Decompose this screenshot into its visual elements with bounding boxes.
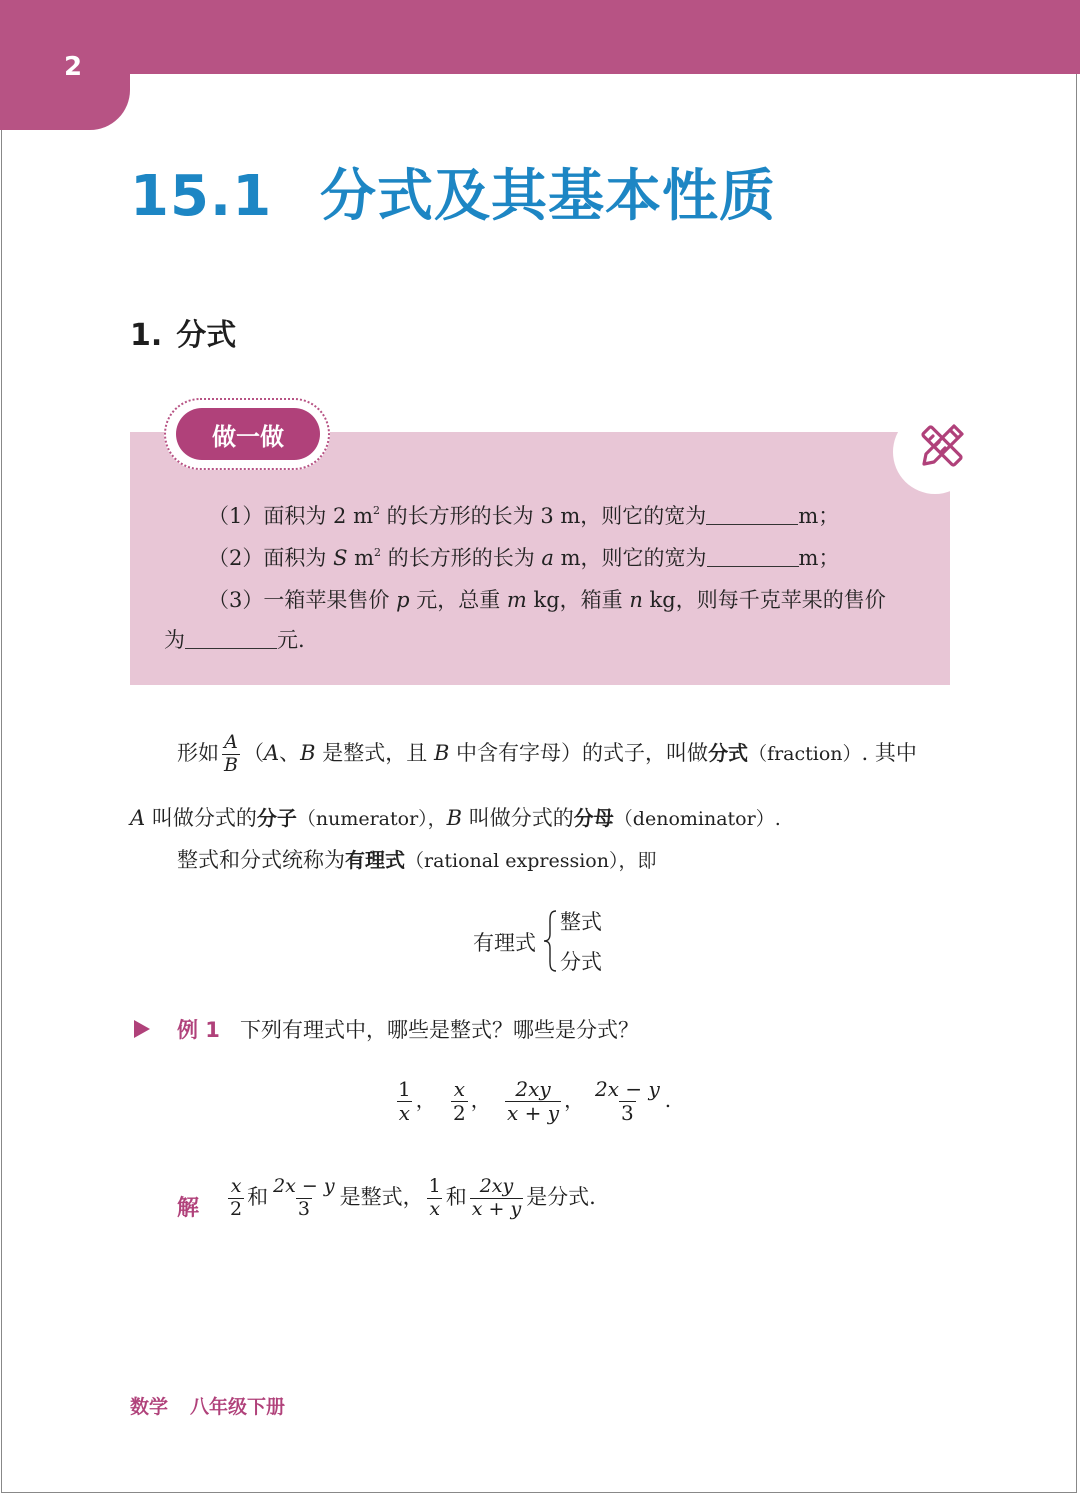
def3-text-a: 整式和分式统称为: [177, 848, 345, 872]
en-numerator: （numerator），: [296, 808, 447, 830]
q2-answer-blank[interactable]: [707, 565, 799, 567]
term-fraction: 分式: [708, 740, 749, 765]
subsection-title: [130, 310, 236, 354]
q2-var-a: a: [541, 546, 554, 570]
section-number: 15.1: [130, 164, 273, 229]
q3-line2-a: 为: [164, 628, 185, 652]
expr-2-fraction: [451, 1078, 468, 1125]
activity-question-1: [208, 500, 839, 530]
sol-is-fraction: 是分式.: [526, 1184, 596, 1209]
example-expression-3: [502, 1078, 584, 1125]
q3-answer-blank[interactable]: [185, 647, 277, 649]
sol-f1-den: 2: [230, 1197, 243, 1220]
subsection-title-text: 分式: [176, 318, 237, 353]
q3-text-a: 一箱苹果售价: [263, 588, 397, 612]
q2-label: （2）: [208, 546, 264, 570]
def-text-d: 中含有字母）的式子，叫做: [449, 740, 709, 765]
sol-f2-den: 3: [297, 1197, 310, 1220]
q3-var-p: p: [396, 588, 410, 612]
q3-text-b: 元，总重: [409, 588, 507, 612]
expr-1-den: x: [398, 1101, 410, 1125]
classification-root: 有理式: [473, 931, 536, 955]
expr-3-punct: ，: [564, 1088, 585, 1112]
definition-line-1: [177, 732, 917, 777]
expr-3-num: 2xy: [515, 1077, 551, 1101]
expr-3-fraction: [505, 1078, 561, 1125]
sol-frac-1: [228, 1176, 244, 1221]
def-var-a: A: [263, 740, 280, 765]
section-title: [130, 152, 776, 232]
def-text-c: 是整式，且: [315, 740, 434, 765]
sol-and-1: 和: [247, 1184, 269, 1209]
activity-tag: 做一做: [176, 408, 320, 460]
activity-question-2: [208, 542, 839, 572]
q2-text-c: 的长方形的长为: [381, 546, 542, 570]
expr-4-den: 3: [621, 1101, 634, 1125]
q1-text-b: 的长方形的长为 3 m，则它的宽为: [380, 504, 707, 528]
sol-f3-num: 1: [428, 1175, 441, 1197]
def-var-b: B: [300, 740, 316, 765]
q2-text-a: 面积为: [263, 546, 334, 570]
solution-line: [225, 1176, 596, 1221]
q2-text-b: m: [347, 546, 375, 570]
term-rational: 有理式: [345, 848, 405, 872]
q1-sup: 2: [373, 504, 380, 517]
expr-4-punct: .: [664, 1088, 672, 1112]
term-denominator: 分母: [573, 806, 614, 830]
pencil-ruler-icon: [914, 418, 970, 474]
example-expression-2: [448, 1078, 491, 1125]
def-sep: 、: [279, 740, 301, 765]
fraction-numerator: A: [224, 731, 238, 753]
expr-1-punct: ，: [415, 1088, 436, 1112]
example-expression-4: [590, 1078, 671, 1125]
classification-branch-integral: 整式: [560, 910, 602, 934]
sol-frac-2: [271, 1176, 337, 1221]
footer: [130, 1392, 285, 1419]
sol-frac-4: [470, 1176, 523, 1221]
example-question: 下列有理式中，哪些是整式？哪些是分式？: [240, 1018, 639, 1042]
definition-line-3: [177, 844, 656, 874]
left-brace-icon: [543, 910, 557, 972]
example-expression-1: [393, 1078, 436, 1125]
activity-question-3: [208, 584, 886, 614]
section-title-text: 分式及其基本性质: [320, 164, 776, 229]
en-rational: （rational expression），即: [405, 850, 657, 872]
expr-2-num: x: [453, 1077, 465, 1101]
fraction-a-over-b: [222, 732, 240, 777]
q1-answer-blank[interactable]: [706, 523, 798, 525]
def-text-b: （: [242, 740, 264, 765]
def2-var-a: A: [130, 806, 146, 830]
def2-text-b: 叫做分式的: [462, 806, 574, 830]
def2-text-a: 叫做分式的: [145, 806, 257, 830]
example-label: 例 1: [177, 1018, 220, 1042]
sol-and-2: 和: [445, 1184, 467, 1209]
def-var-b2: B: [433, 740, 450, 765]
activity-question-3-line-2: [164, 624, 305, 654]
q2-unit: m；: [798, 546, 840, 570]
sol-f4-num: 2xy: [479, 1175, 514, 1197]
q1-label: （1）: [208, 504, 264, 528]
expr-1-num: 1: [398, 1077, 411, 1101]
q3-line2-b: 元.: [277, 628, 305, 652]
footer-grade: 八年级下册: [190, 1396, 286, 1418]
expr-2-den: 2: [453, 1101, 466, 1125]
expr-3-den: x + y: [507, 1101, 560, 1125]
q3-label: （3）: [208, 588, 264, 612]
q1-unit: m；: [798, 504, 840, 528]
subsection-number: 1.: [130, 318, 163, 353]
sol-f2-num: 2x − y: [273, 1175, 335, 1197]
fraction-denominator: B: [224, 753, 238, 776]
def2-var-b: B: [446, 806, 463, 830]
en-fraction: （fraction）: [748, 742, 862, 765]
q3-text-d: kg，则每千克苹果的售价: [642, 588, 886, 612]
page-number: 2: [64, 52, 83, 82]
header-band: [0, 0, 1080, 74]
sol-is-integral: 是整式，: [339, 1184, 424, 1209]
solution-label: 解: [177, 1196, 200, 1221]
example-arrow-icon: [132, 1018, 152, 1040]
sol-frac-3: [427, 1176, 443, 1221]
classification-branch-fraction: 分式: [560, 950, 602, 974]
q2-var-s: S: [333, 546, 348, 570]
q3-text-c: kg，箱重: [526, 588, 630, 612]
term-numerator: 分子: [256, 806, 297, 830]
definition-line-2: [130, 802, 781, 832]
def-text-e: . 其中: [861, 740, 917, 765]
sol-f4-den: x + y: [471, 1197, 522, 1220]
footer-subject: 数学: [130, 1396, 169, 1418]
q2-sup: 2: [374, 546, 382, 559]
q1-text-a: 面积为 2 m: [263, 504, 373, 528]
sol-f3-den: x: [429, 1197, 441, 1220]
q3-var-n: n: [629, 588, 643, 612]
en-denominator: （denominator）.: [613, 808, 781, 830]
expr-1-fraction: [396, 1078, 413, 1125]
expr-4-fraction: [593, 1078, 662, 1125]
q3-var-m: m: [506, 588, 527, 612]
sol-f1-num: x: [230, 1175, 242, 1197]
expr-4-num: 2x − y: [595, 1077, 660, 1101]
q2-text-d: m，则它的宽为: [553, 546, 707, 570]
def-text-a: 形如: [177, 740, 219, 765]
expr-2-punct: ，: [470, 1088, 491, 1112]
